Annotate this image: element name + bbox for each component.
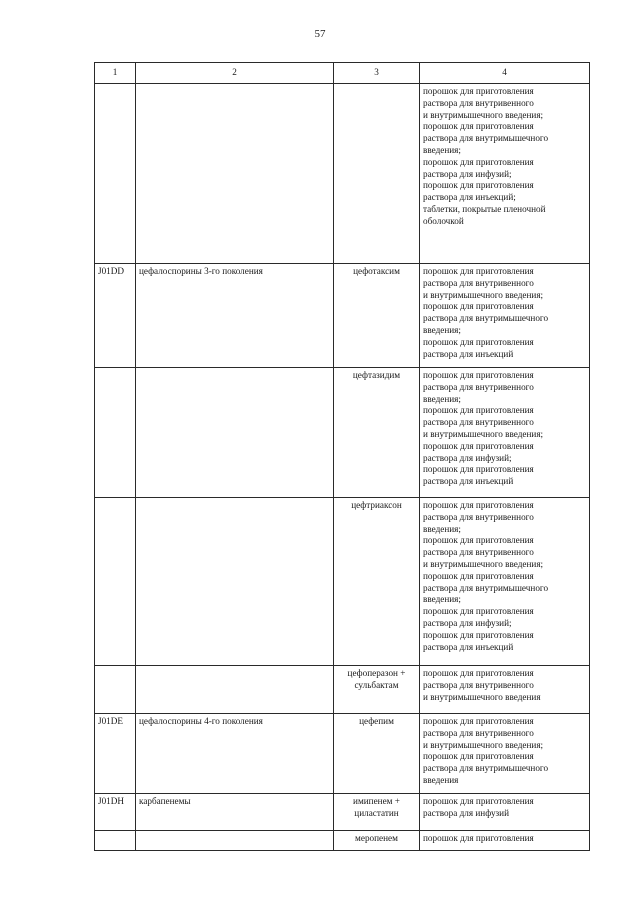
table-row bbox=[95, 368, 590, 498]
atc-code-cell: J01DH bbox=[95, 794, 136, 831]
group-cell bbox=[136, 84, 334, 264]
group-cell bbox=[136, 368, 334, 498]
dosage-forms-cell: порошок для приготовления раствора для внутривенного и внутримышечного введения; порошок для приготовления раствора для внутримышечного введения; порошок для приготовления раствора для инъекций bbox=[420, 264, 590, 368]
drug-name-cell: цефотаксим bbox=[334, 264, 420, 368]
table-row bbox=[95, 794, 590, 831]
drug-name-cell: цефепим bbox=[334, 714, 420, 794]
header-col-4: 4 bbox=[420, 63, 590, 84]
atc-code-cell: J01DD bbox=[95, 264, 136, 368]
atc-code-cell: J01DE bbox=[95, 714, 136, 794]
group-cell: карбапенемы bbox=[136, 794, 334, 831]
drug-name-cell: цефтазидим bbox=[334, 368, 420, 498]
dosage-forms-cell: порошок для приготовления раствора для инфузий bbox=[420, 794, 590, 831]
table-row bbox=[95, 666, 590, 714]
table-row bbox=[95, 714, 590, 794]
drug-table bbox=[94, 62, 590, 851]
atc-code-cell bbox=[95, 84, 136, 264]
header-col-3: 3 bbox=[334, 63, 420, 84]
atc-code-cell bbox=[95, 368, 136, 498]
drug-name-cell: меропенем bbox=[334, 831, 420, 851]
dosage-forms-cell: порошок для приготовления bbox=[420, 831, 590, 851]
dosage-forms-cell: порошок для приготовления раствора для внутривенного и внутримышечного введения; порошок для приготовления раствора для внутримышечного введения; порошок для приготовления раствора для инфузий; порошок для приготовления раствора для инъекций; таблетки, покрытые пленочной оболочкой bbox=[420, 84, 590, 264]
atc-code-cell bbox=[95, 666, 136, 714]
dosage-forms-cell: порошок для приготовления раствора для внутривенного введения; порошок для приготовления раствора для внутривенного и внутримышечного введения; порошок для приготовления раствора для внутримышечного введения; порошок для приготовления раствора для инфузий; порошок для приготовления раствора для инъекций bbox=[420, 498, 590, 666]
table-header-row bbox=[95, 63, 590, 84]
drug-name-cell: цефоперазон + сульбактам bbox=[334, 666, 420, 714]
atc-code-cell bbox=[95, 831, 136, 851]
atc-code-cell bbox=[95, 498, 136, 666]
drug-name-cell: цефтриаксон bbox=[334, 498, 420, 666]
group-cell: цефалоспорины 4-го поколения bbox=[136, 714, 334, 794]
group-cell bbox=[136, 666, 334, 714]
table-row bbox=[95, 84, 590, 264]
group-cell bbox=[136, 831, 334, 851]
header-col-2: 2 bbox=[136, 63, 334, 84]
drug-name-cell: имипенем + циластатин bbox=[334, 794, 420, 831]
dosage-forms-cell: порошок для приготовления раствора для внутривенного введения; порошок для приготовления раствора для внутривенного и внутримышечного введения; порошок для приготовления раствора для инфузий; порошок для приготовления раствора для инъекций bbox=[420, 368, 590, 498]
table-row bbox=[95, 831, 590, 851]
page-number: 57 bbox=[314, 28, 326, 40]
drug-name-cell bbox=[334, 84, 420, 264]
group-cell: цефалоспорины 3-го поколения bbox=[136, 264, 334, 368]
table-row bbox=[95, 498, 590, 666]
dosage-forms-cell: порошок для приготовления раствора для внутривенного и внутримышечного введения; порошок для приготовления раствора для внутримышечного введения bbox=[420, 714, 590, 794]
dosage-forms-cell: порошок для приготовления раствора для внутривенного и внутримышечного введения bbox=[420, 666, 590, 714]
header-col-1: 1 bbox=[95, 63, 136, 84]
table-row bbox=[95, 264, 590, 368]
group-cell bbox=[136, 498, 334, 666]
